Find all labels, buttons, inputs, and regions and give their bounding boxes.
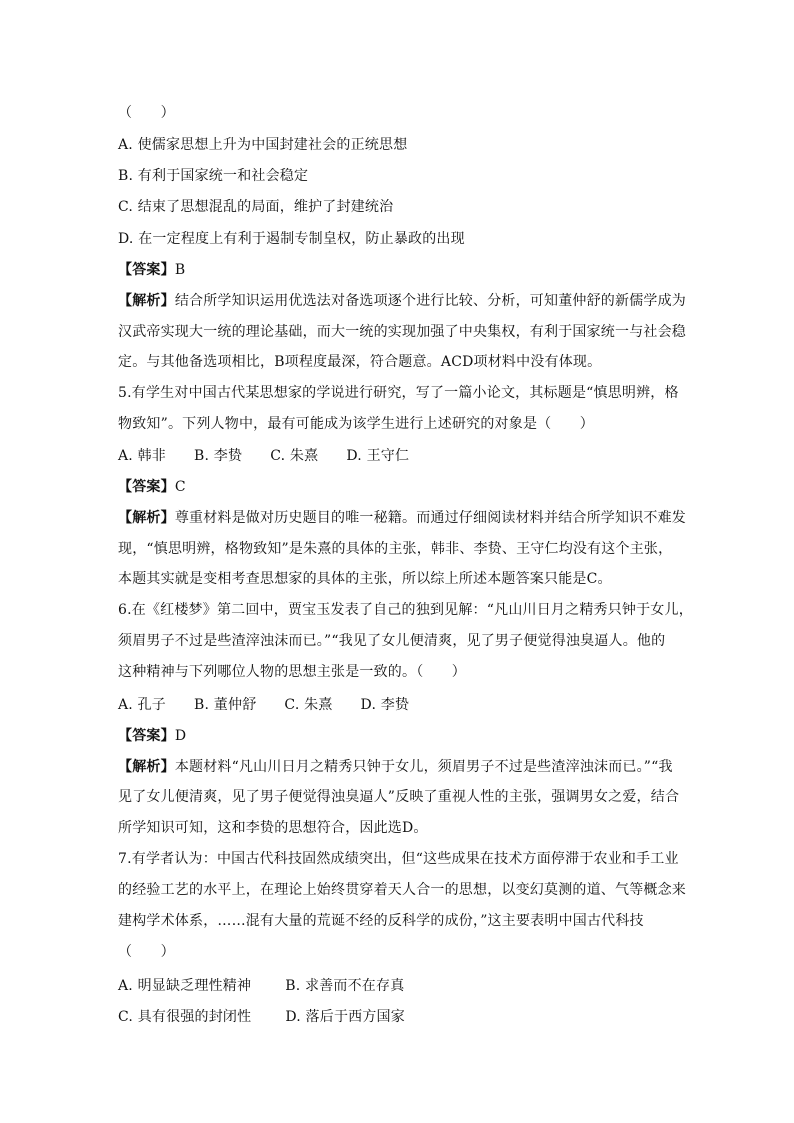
q6-analysis-line-2: 见了女儿便清爽，见了男子便觉得浊臭逼人”反映了重视人性的主张，强调男女之爱，结合 [118, 789, 680, 805]
q5-stem-line-1: 5.有学生对中国古代某思想家的学说进行研究，写了一篇小论文，其标题是“慎思明辨，格 [118, 385, 679, 401]
q4-option-d: D. 在一定程度上有利于遏制专制皇权，防止暴政的出现 [118, 231, 465, 247]
q7-stem-line-4: （ ） [118, 944, 175, 960]
q5-option-a: A. 韩非 [118, 448, 167, 464]
q6-answer [118, 726, 678, 746]
q7-options-row-2 [118, 1007, 678, 1027]
q6-option-c: C. 朱熹 [284, 697, 333, 713]
answer-value: C [174, 479, 186, 495]
q4-option-c: C. 结束了思想混乱的局面，维护了封建统治 [118, 199, 394, 215]
q5-stem-line-2: 物致知”。下列人物中，最有可能成为该学生进行上述研究的对象是（ ） [118, 416, 594, 432]
answer-label: 【答案】 [118, 479, 175, 495]
q4-analysis-line-1 [118, 291, 687, 311]
q7-option-c: C. 具有很强的封闭性 [118, 1009, 252, 1025]
q7-stem-line-3: 建构学术体系，……混有大量的荒诞不经的反科学的成份，”这主要表明中国古代科技 [118, 913, 644, 929]
answer-label: 【答案】 [118, 262, 175, 278]
q4-option-a: A. 使儒家思想上升为中国封建社会的正统思想 [118, 137, 408, 153]
q5-analysis-line-2: 现，“慎思明辨，格物致知”是朱熹的具体的主张，韩非、李贽、王守仁均没有这个主张， [118, 541, 673, 557]
q6-option-b: B. 董仲舒 [194, 697, 257, 713]
q5-option-b: B. 李贽 [194, 448, 243, 464]
q5-option-d: D. 王守仁 [346, 448, 410, 464]
q4-stem-tail: （ ） [118, 105, 175, 121]
q5-analysis-line-3: 本题其实就是变相考查思想家的具体的主张，所以综上所述本题答案只能是C。 [118, 571, 612, 587]
q4-answer [118, 260, 678, 280]
analysis-text: 尊重材料是做对历史题目的唯一秘籍。而通过仔细阅读材料并结合所学知识不难发 [174, 510, 687, 526]
q6-stem-line-1: 6.在《红楼梦》第二回中，贾宝玉发表了自己的独到见解：“凡山川日月之精秀只钟于女儿， [118, 602, 693, 618]
analysis-label: 【解析】 [118, 293, 175, 309]
analysis-label: 【解析】 [118, 510, 175, 526]
q4-analysis-line-3: 定。与其他备选项相比，B项程度最深，符合题意。ACD项材料中没有体现。 [118, 354, 602, 370]
q7-options-row-1 [118, 976, 678, 996]
analysis-text: 结合所学知识运用优选法对备选项逐个进行比较、分析，可知董仲舒的新儒学成为 [174, 293, 687, 309]
analysis-text: 本题材料“凡山川日月之精秀只钟于女儿，须眉男子不过是些渣滓浊沫而已。”“我 [174, 759, 673, 775]
analysis-label: 【解析】 [118, 759, 175, 775]
q7-option-d: D. 落后于西方国家 [285, 1009, 405, 1025]
q6-stem-line-3: 这种精神与下列哪位人物的思想主张是一致的。（ ） [118, 664, 466, 680]
answer-label: 【答案】 [118, 728, 175, 744]
q5-answer [118, 477, 678, 497]
q5-options [118, 446, 678, 466]
q6-analysis-line-1 [118, 757, 678, 777]
q6-option-a: A. 孔子 [118, 697, 167, 713]
q7-stem-line-2: 的经验工艺的水平上，在理论上始终贯穿着天人合一的思想，以变幻莫测的道、气等概念来 [118, 882, 686, 898]
q7-option-b: B. 求善而不在存真 [285, 978, 405, 994]
q7-stem-line-1: 7.有学者认为：中国古代科技固然成绩突出，但“这些成果在技术方面停滞于农业和手工业 [118, 851, 679, 867]
answer-value: D [174, 728, 187, 744]
q6-analysis-line-3: 所学知识可知，这和李贽的思想符合，因此选D。 [118, 820, 428, 836]
answer-value: B [174, 262, 186, 278]
q6-option-d: D. 李贽 [360, 697, 410, 713]
q7-option-a: A. 明显缺乏理性精神 [118, 978, 252, 994]
q4-option-b: B. 有利于国家统一和社会稳定 [118, 168, 309, 184]
q6-options [118, 695, 678, 715]
q5-analysis-line-1 [118, 508, 687, 528]
q5-option-c: C. 朱熹 [270, 448, 319, 464]
q4-analysis-line-2: 汉武帝实现大一统的理论基础，而大一统的实现加强了中央集权，有利于国家统一与社会稳 [118, 324, 686, 340]
q6-stem-line-2: 须眉男子不过是些渣滓浊沫而已。”“我见了女儿便清爽，见了男子便觉得浊臭逼人。他的 [118, 633, 666, 649]
